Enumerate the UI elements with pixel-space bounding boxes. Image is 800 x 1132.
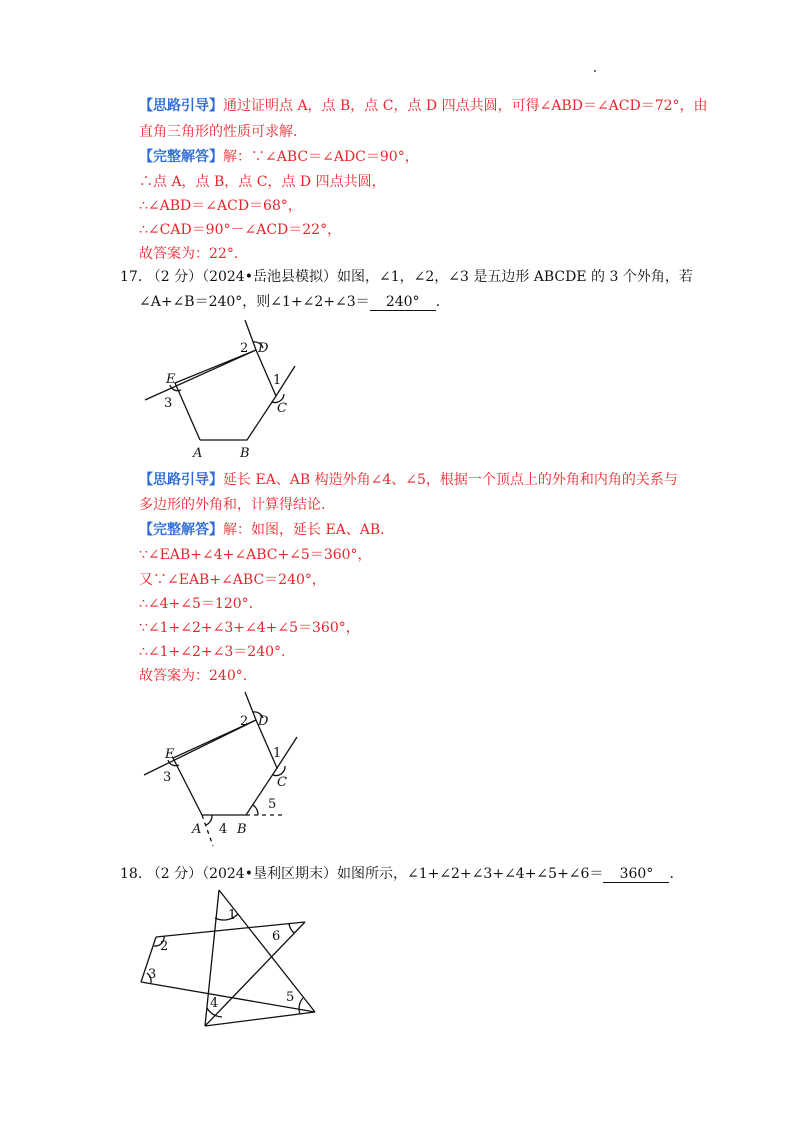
q17-stem-line-1: 17. （2 分）（2024•岳池县模拟）如图，∠1，∠2，∠3 是五边形 ABCDE 的 3 个外角，若 — [120, 269, 693, 285]
q17-answer-blank: 240° — [370, 294, 436, 311]
label-1: 1 — [273, 373, 282, 388]
segment-bottom-left-to-right — [205, 1012, 315, 1026]
label-e: E — [166, 372, 176, 387]
q17-solution-line-3: 又∵∠EAB+∠ABC＝240°， — [139, 572, 326, 588]
q17-stem-end: . — [435, 294, 441, 310]
label-3: 3 — [148, 967, 157, 982]
label-b: B — [237, 822, 247, 837]
label-e: E — [165, 747, 175, 762]
hint-text: 通过证明点 A，点 B，点 C，点 D 四点共圆，可得∠ABD＝∠ACD＝72°，由 — [223, 98, 708, 114]
q18-stem-end: . — [669, 866, 674, 882]
label-4: 4 — [219, 822, 228, 837]
segment-right-to-bottom-left — [205, 922, 305, 1026]
p16-hint-line-2: 直角三角形的性质可求解. — [139, 124, 298, 140]
label-a: A — [193, 446, 203, 461]
angle-arc-6 — [289, 924, 294, 933]
p16-solution-line-2: ∴点 A，点 B，点 C，点 D 四点共圆， — [139, 174, 386, 190]
label-d: D — [258, 714, 269, 729]
hint-tag: 【思路引导】 — [139, 472, 223, 488]
q18-stem-text: 18. （2 分）（2024•垦利区期末）如图所示，∠1+∠2+∠3+∠4+∠5+∠6＝ — [120, 866, 604, 882]
q17-solution-line-2: ∵∠EAB+∠4+∠ABC+∠5＝360°， — [139, 547, 372, 563]
label-2: 2 — [160, 939, 169, 954]
label-1: 1 — [273, 746, 282, 761]
label-2: 2 — [240, 714, 249, 729]
solution-tag: 【完整解答】 — [139, 149, 223, 165]
q17-stem-text: ∠A+∠B＝240°，则∠1+∠2+∠3＝ — [139, 294, 370, 310]
q17-hint-line-2: 多边形的外角和，计算得结论. — [139, 497, 326, 513]
q17-solution-line-7: 故答案为：240°. — [139, 668, 248, 684]
label-4: 4 — [210, 996, 219, 1011]
solution-text: 解：∵∠ABC＝∠ADC＝90°， — [223, 149, 419, 165]
label-c: C — [277, 775, 287, 790]
label-5: 5 — [286, 990, 295, 1005]
label-6: 6 — [272, 929, 281, 944]
hint-tag: 【思路引导】 — [139, 98, 223, 114]
q18-answer-blank: 360° — [603, 866, 669, 883]
label-a: A — [192, 822, 202, 837]
p16-solution-line-4: ∴∠CAD＝90°－∠ACD＝22°， — [139, 222, 342, 238]
angle-arc-5 — [299, 998, 303, 1014]
hint-text: 延长 EA、AB 构造外角∠4、∠5，根据一个顶点上的外角和内角的关系与 — [223, 472, 678, 488]
q17-solution-line-4: ∴∠4+∠5＝120°. — [139, 596, 254, 612]
solution-text: 解：如图，延长 EA、AB. — [223, 522, 385, 538]
p16-solution-line-5: 故答案为：22°. — [139, 246, 239, 262]
solution-tag: 【完整解答】 — [139, 522, 223, 538]
label-c: C — [277, 401, 287, 416]
label-3: 3 — [163, 770, 172, 785]
label-3: 3 — [164, 396, 173, 411]
segment-left-to-right — [156, 922, 305, 937]
label-5: 5 — [268, 797, 277, 812]
q17-solution-line-5: ∵∠1+∠2+∠3+∠4+∠5＝360°， — [139, 620, 360, 636]
label-b: B — [240, 446, 250, 461]
label-d: D — [258, 341, 269, 356]
label-2: 2 — [240, 341, 249, 356]
label-1: 1 — [228, 908, 237, 923]
p16-solution-line-3: ∴∠ABD＝∠ACD＝68°， — [139, 198, 302, 214]
q17-solution-line-6: ∴∠1+∠2+∠3＝240°. — [139, 644, 286, 660]
